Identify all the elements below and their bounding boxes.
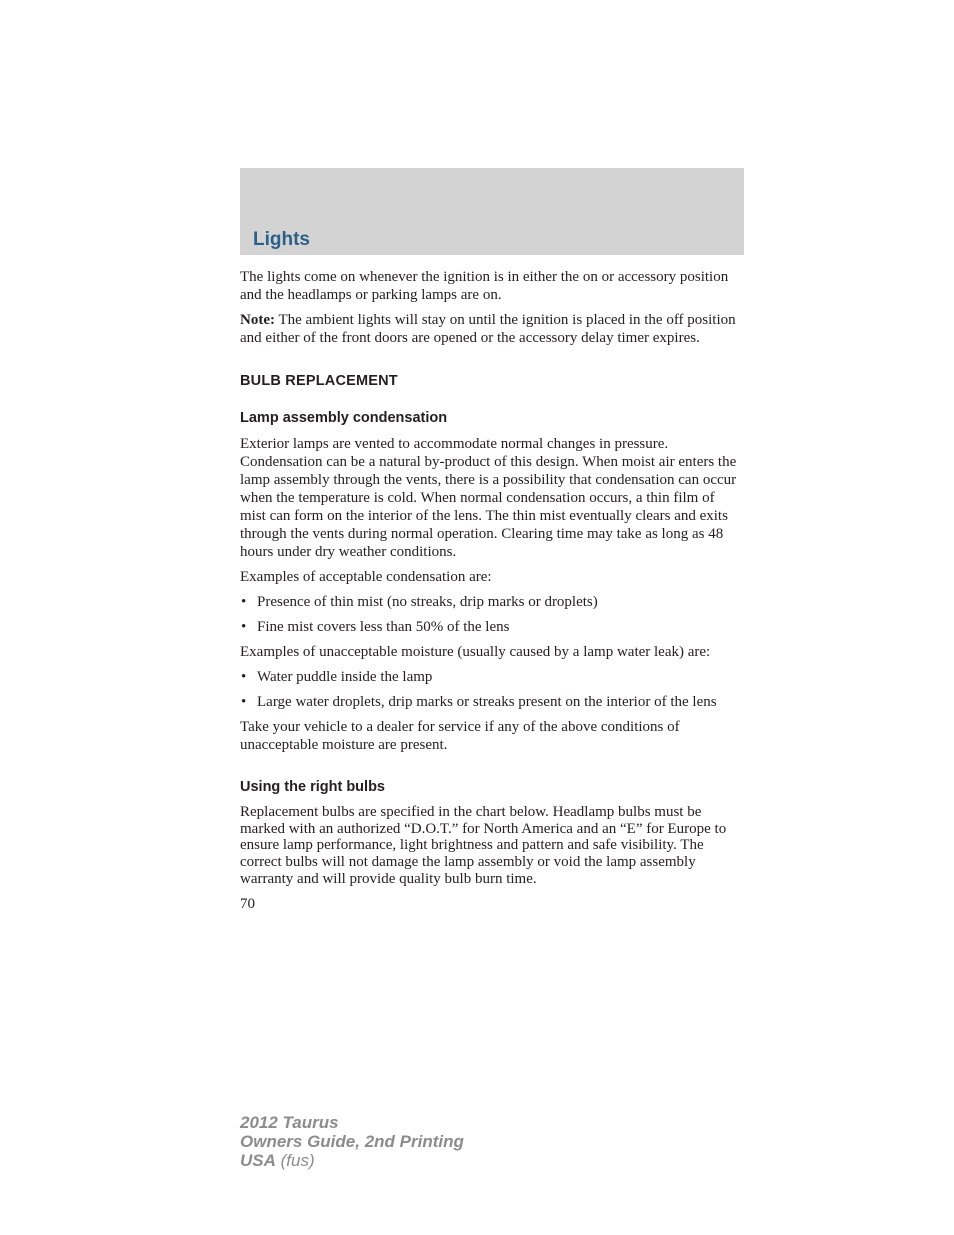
footer-model: 2012 Taurus: [240, 1113, 339, 1132]
bullet-icon: •: [241, 594, 247, 610]
acceptable-intro: Examples of acceptable condensation are:: [240, 569, 492, 585]
footer-region: USA (fus): [240, 1151, 315, 1170]
bullet-icon: •: [241, 619, 247, 635]
footer-guide: Owners Guide, 2nd Printing: [240, 1132, 464, 1151]
main-content: [240, 268, 744, 913]
bullet-icon: •: [241, 669, 247, 685]
closing-paragraph: Take your vehicle to a dealer for service if any of the above conditions of unacceptable moisture are present.: [240, 719, 680, 753]
list-item: • Water puddle inside the lamp: [241, 669, 433, 685]
condensation-paragraph: Exterior lamps are vented to accommodate normal changes in pressure. Condensation can be a natural by-product of this design. When moist air enters the lamp assembly through the vents, there is a possibility that condensation can occur when the temperature is cold. When normal condensation occurs, a thin film of mist can form on the interior of the lens. The thin mist eventually clears and exits through the vents during normal operation. Clearing time may take as long as 48 hours under dry weather conditions.: [240, 436, 737, 560]
bulbs-paragraph: Replacement bulbs are specified in the chart below. Headlamp bulbs must be marked with an authorized “D.O.T.” for North America and an “E” for Europe to ensure lamp performance, light brightness and pattern and safe visibility. The correct bulbs will not damage the lamp assembly or void the lamp assembly warranty and will provide quality bulb burn time.: [240, 804, 727, 887]
note-label: Note:: [240, 312, 275, 328]
note-paragraph: [240, 311, 744, 347]
intro-paragraph: The lights come on whenever the ignition is in either the on or accessory position and the headlamps or parking lamps are on.: [240, 269, 729, 303]
subheading-condensation: Lamp assembly condensation: [240, 410, 448, 426]
document-footer: [240, 1113, 464, 1170]
unacceptable-intro: Examples of unacceptable moisture (usually caused by a lamp water leak) are:: [240, 644, 711, 660]
bullet-icon: •: [241, 694, 247, 710]
list-item: • Fine mist covers less than 50% of the lens: [241, 619, 510, 635]
header-band: [240, 168, 744, 255]
section-heading: BULB REPLACEMENT: [240, 373, 398, 389]
acceptable-list: [240, 593, 744, 636]
subheading-bulbs: Using the right bulbs: [240, 779, 385, 795]
list-item: • Presence of thin mist (no streaks, drip marks or droplets): [241, 594, 598, 610]
unacceptable-list: [240, 668, 744, 711]
page-number: 70: [240, 895, 255, 912]
note-text: The ambient lights will stay on until the ignition is placed in the off position and either of the front doors are opened or the accessory delay timer expires.: [240, 312, 736, 346]
list-item: • Large water droplets, drip marks or streaks present on the interior of the lens: [241, 694, 717, 710]
page-title: Lights: [253, 229, 310, 250]
